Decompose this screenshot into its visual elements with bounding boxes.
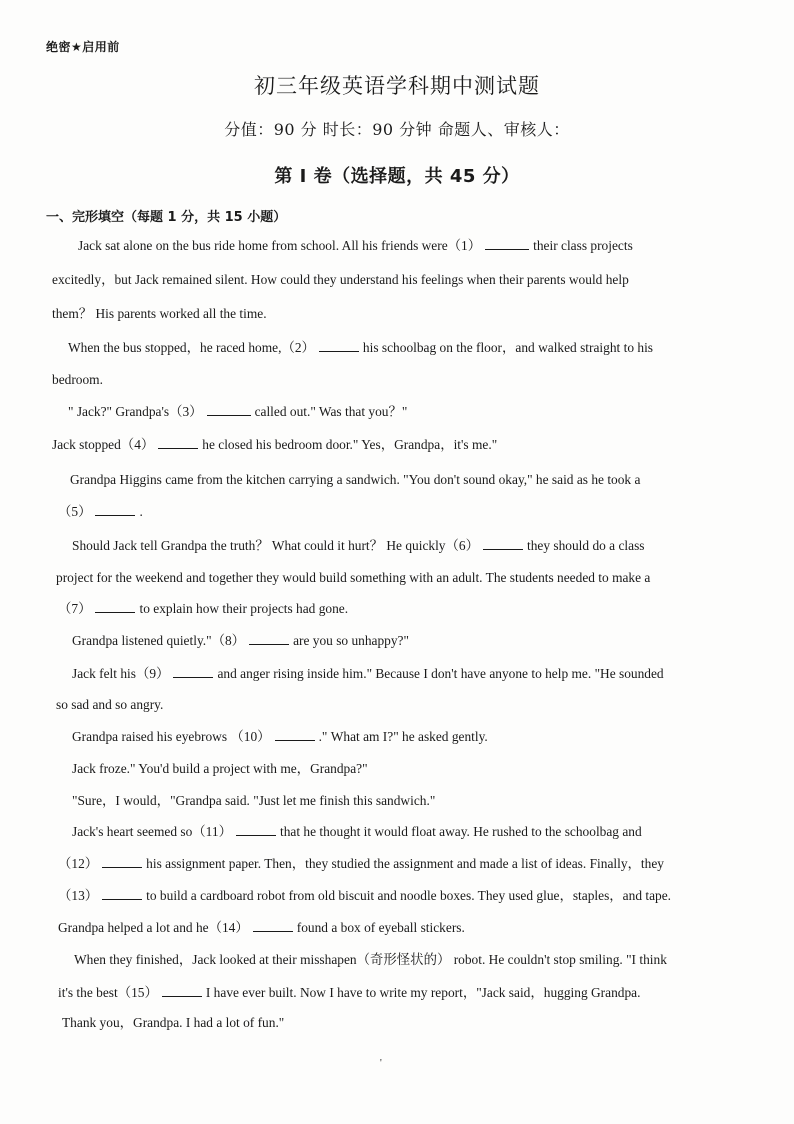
line-text: Grandpa raised his eyebrows （10） xyxy=(72,729,271,744)
line-text: Jack's heart seemed so（11） xyxy=(72,824,232,839)
passage-line-22 xyxy=(58,920,465,936)
passage-line-16 xyxy=(72,729,488,745)
passage-line-3 xyxy=(52,306,267,322)
passage-line-6 xyxy=(68,404,407,420)
section-heading: 一、完形填空（每题 1 分，共 15 小题） xyxy=(46,210,287,225)
line-text: Jack stopped（4） xyxy=(52,437,155,452)
answer-blank-11 xyxy=(236,824,276,836)
answer-blank-12 xyxy=(102,856,142,868)
line-text: called out." Was that you？" xyxy=(254,404,408,419)
passage-line-13 xyxy=(72,633,409,649)
line-text: （7） xyxy=(58,601,92,616)
line-text: "Sure，I would，"Grandpa said. "Just let me finish this sandwich." xyxy=(72,793,436,808)
line-text: his schoolbag on the floor，and walked straight to his xyxy=(362,340,654,355)
page-mark: ' xyxy=(380,1058,382,1069)
line-text: Grandpa listened quietly."（8） xyxy=(72,633,246,648)
line-text: Jack sat alone on the bus ride home from school. All his friends were（1） xyxy=(78,238,482,253)
line-text: their class projects xyxy=(533,238,633,253)
line-text: . xyxy=(139,504,143,519)
line-text: Jack froze." You'd build a project with me，Grandpa?" xyxy=(72,761,368,776)
line-text: " Jack?" Grandpa's（3） xyxy=(68,404,203,419)
line-text: he closed his bedroom door." Yes，Grandpa，it's me." xyxy=(202,437,498,452)
passage-line-14 xyxy=(72,666,664,682)
answer-blank-7 xyxy=(95,601,135,613)
answer-blank-5 xyxy=(95,504,135,516)
passage-line-20 xyxy=(58,856,664,872)
line-text: excitedly，but Jack remained silent. How could they understand his feelings when their parents would help xyxy=(52,272,629,287)
line-text: Should Jack tell Grandpa the truth？ What could it hurt？ He quickly（6） xyxy=(72,538,479,553)
part-heading: 第 I 卷（选择题，共 45 分） xyxy=(274,166,520,187)
line-text: （12） xyxy=(58,856,99,871)
answer-blank-13 xyxy=(102,888,142,900)
confidential-label: 绝密★启用前 xyxy=(46,40,120,54)
line-text: bedroom. xyxy=(52,372,103,387)
line-text: that he thought it would float away. He rushed to the schoolbag and xyxy=(279,824,642,839)
line-text: When they finished，Jack looked at their misshapen（奇形怪状的） robot. He couldn't stop smiling. "I think xyxy=(74,952,667,967)
line-text: Grandpa Higgins came from the kitchen carrying a sandwich. "You don't sound okay," he said as he took a xyxy=(70,472,641,487)
passage-line-7 xyxy=(52,437,497,453)
passage-line-4 xyxy=(68,340,653,356)
exam-meta: 分值：90 分 时长：90 分钟 命题人、审核人： xyxy=(224,120,570,139)
passage-line-25 xyxy=(62,1015,284,1031)
line-text: his assignment paper. Then，they studied the assignment and made a list of ideas. Finally，they xyxy=(146,856,664,871)
line-text: to build a cardboard robot from old biscuit and noodle boxes. They used glue，staples，and tape. xyxy=(146,888,672,903)
passage-line-24 xyxy=(58,985,640,1001)
answer-blank-10 xyxy=(275,729,315,741)
line-text: （13） xyxy=(58,888,99,903)
passage-line-10 xyxy=(72,538,645,554)
answer-blank-9 xyxy=(173,666,213,678)
line-text: them？ His parents worked all the time. xyxy=(52,306,267,321)
line-text: ." What am I?" he asked gently. xyxy=(318,729,488,744)
line-text: Jack felt his（9） xyxy=(72,666,170,681)
answer-blank-14 xyxy=(253,920,293,932)
line-text: When the bus stopped，he raced home,（2） xyxy=(68,340,315,355)
line-text: project for the weekend and together they would build something with an adult. The students needed to make a xyxy=(56,570,651,585)
answer-blank-2 xyxy=(319,340,359,352)
line-text: are you so unhappy?" xyxy=(293,633,409,648)
line-text: Thank you，Grandpa. I had a lot of fun." xyxy=(62,1015,285,1030)
passage-line-8 xyxy=(70,472,640,488)
answer-blank-1 xyxy=(485,238,529,250)
passage-line-21 xyxy=(58,888,671,904)
passage-line-19 xyxy=(72,824,642,840)
line-text: I have ever built. Now I have to write my report，"Jack said，hugging Grandpa. xyxy=(205,985,641,1000)
passage-line-11 xyxy=(56,570,650,586)
line-text: it's the best（15） xyxy=(58,985,158,1000)
passage-line-12 xyxy=(58,601,348,617)
line-text: they should do a class xyxy=(526,538,645,553)
answer-blank-4 xyxy=(158,437,198,449)
answer-blank-8 xyxy=(249,633,289,645)
passage-line-23 xyxy=(74,952,667,968)
answer-blank-6 xyxy=(483,538,523,550)
line-text: to explain how their projects had gone. xyxy=(139,601,349,616)
passage-line-2 xyxy=(52,272,629,288)
line-text: Grandpa helped a lot and he（14） xyxy=(58,920,249,935)
passage-line-5 xyxy=(52,372,103,388)
passage-line-17 xyxy=(72,761,368,777)
line-text: and anger rising inside him." Because I don't have anyone to help me. "He sounded xyxy=(217,666,664,681)
line-text: （5） xyxy=(58,504,92,519)
line-text: so sad and so angry. xyxy=(56,697,164,712)
line-text: found a box of eyeball stickers. xyxy=(296,920,465,935)
passage-line-9 xyxy=(58,504,143,520)
answer-blank-3 xyxy=(207,404,251,416)
passage-line-1 xyxy=(78,238,633,254)
passage-line-18 xyxy=(72,793,435,809)
answer-blank-15 xyxy=(162,985,202,997)
exam-title: 初三年级英语学科期中测试题 xyxy=(254,74,540,98)
passage-line-15 xyxy=(56,697,163,713)
